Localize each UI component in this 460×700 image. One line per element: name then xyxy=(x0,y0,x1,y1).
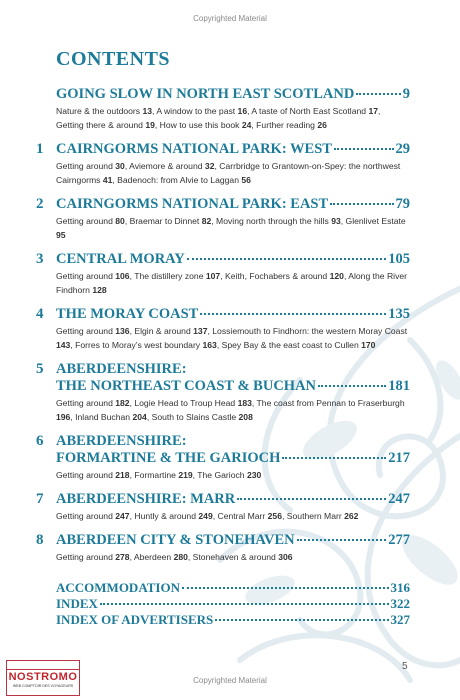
section-page: 13 xyxy=(142,106,153,116)
section-label: Getting around xyxy=(56,552,116,562)
section-label: , Elgin & around xyxy=(129,326,194,336)
logo-arch xyxy=(7,661,79,670)
copyright-notice-bottom: Copyrighted Material xyxy=(193,676,267,685)
chapter-sections xyxy=(56,550,410,564)
chapter-title: THE MORAY COAST xyxy=(56,306,199,322)
dot-leader xyxy=(334,148,394,150)
section-label: , A window to the past xyxy=(152,106,238,116)
section-label: , Keith, Fochabers & around xyxy=(220,271,330,281)
section-label: , Further reading xyxy=(251,120,318,130)
section-page: 128 xyxy=(92,285,107,295)
section-page: 183 xyxy=(237,398,252,408)
chapter-title-line xyxy=(56,532,410,549)
table-of-contents xyxy=(0,86,460,637)
section-label: , Aviemore & around xyxy=(124,161,205,171)
section-label: , The Garioch xyxy=(192,470,247,480)
chapter-title-line xyxy=(56,378,410,395)
back-matter-list xyxy=(0,580,460,628)
section-page: 17 xyxy=(368,106,379,116)
section-label: , Lossiemouth to Findhorn: the western Moray Coast xyxy=(207,326,408,336)
section-label: , Huntly & around xyxy=(129,511,199,521)
chapter-title: CAIRNGORMS NATIONAL PARK: EAST xyxy=(56,196,329,212)
back-matter-title: ACCOMMODATION xyxy=(56,580,180,595)
back-matter-page: 322 xyxy=(390,596,410,611)
dot-leader xyxy=(182,587,389,589)
section-page: 95 xyxy=(56,230,66,240)
section-page: 41 xyxy=(102,175,113,185)
section-page: 280 xyxy=(173,552,188,562)
section-page: 107 xyxy=(205,271,221,281)
section-page: 208 xyxy=(238,412,253,422)
section-label: , Badenoch: from Alvie to Laggan xyxy=(112,175,242,185)
dot-leader xyxy=(187,258,386,260)
section-label: Getting around xyxy=(56,470,116,480)
chapter-title: ABERDEEN CITY & STONEHAVEN xyxy=(56,532,295,548)
chapter-title-line xyxy=(56,306,410,323)
section-page: 218 xyxy=(115,470,130,480)
section-label: Nature & the outdoors xyxy=(56,106,143,116)
section-label: , Stonehaven & around xyxy=(187,552,279,562)
chapter-number: 4 xyxy=(36,306,44,322)
dot-leader xyxy=(282,457,386,459)
toc-entry[interactable] xyxy=(0,251,460,297)
section-page: 230 xyxy=(246,470,262,480)
chapter-page: 277 xyxy=(388,532,410,548)
section-page: 137 xyxy=(193,326,208,336)
chapter-title-line xyxy=(56,450,410,467)
dot-leader xyxy=(297,539,387,541)
section-page: 30 xyxy=(115,161,125,171)
chapter-sections xyxy=(56,269,410,297)
back-matter-entry[interactable] xyxy=(56,596,410,612)
section-label: , South to Slains Castle xyxy=(146,412,239,422)
dot-leader xyxy=(100,603,389,605)
back-matter-title: INDEX xyxy=(56,596,98,611)
chapter-page: 217 xyxy=(388,450,410,466)
chapter-number: 8 xyxy=(36,532,44,548)
section-label: , Central Marr xyxy=(212,511,268,521)
section-page: 163 xyxy=(202,340,217,350)
section-page: 26 xyxy=(317,120,327,130)
section-page: 143 xyxy=(56,340,71,350)
chapter-number: 5 xyxy=(36,361,44,377)
section-page: 196 xyxy=(56,412,71,422)
back-matter-page: 327 xyxy=(390,612,410,627)
toc-entry[interactable] xyxy=(0,141,460,187)
section-page: 80 xyxy=(115,216,125,226)
section-page: 106 xyxy=(115,271,130,281)
chapter-sections xyxy=(56,214,410,242)
chapter-title: CENTRAL MORAY xyxy=(56,251,185,267)
dot-leader xyxy=(237,498,386,500)
section-page: 19 xyxy=(145,120,155,130)
chapter-title-line xyxy=(56,196,410,213)
chapter-page: 135 xyxy=(388,306,410,322)
section-label: , Moving north through the hills xyxy=(211,216,332,226)
section-label: , Along the River Findhorn xyxy=(56,271,408,295)
section-page: 278 xyxy=(115,552,130,562)
chapter-sections xyxy=(56,509,410,523)
chapter-title-line xyxy=(56,86,410,103)
toc-entry[interactable] xyxy=(0,306,460,352)
section-label: Getting around xyxy=(56,398,116,408)
section-page: 170 xyxy=(361,340,376,350)
chapter-sections xyxy=(56,396,410,424)
section-label: Getting around xyxy=(56,271,116,281)
chapter-page: 9 xyxy=(402,86,410,102)
section-page: 24 xyxy=(241,120,252,130)
section-page: 306 xyxy=(278,552,293,562)
chapter-page: 79 xyxy=(395,196,410,212)
chapter-sections xyxy=(56,468,410,482)
back-matter-entry[interactable] xyxy=(56,612,410,628)
chapter-title: FORMARTINE & THE GARIOCH xyxy=(56,450,281,466)
logo-name: NOSTROMO xyxy=(8,671,78,683)
section-page: 120 xyxy=(329,271,344,281)
dot-leader xyxy=(200,313,386,315)
dot-leader xyxy=(330,203,393,205)
page-number: 5 xyxy=(402,661,408,672)
section-page: 32 xyxy=(204,161,215,171)
chapter-title-line xyxy=(56,491,410,508)
toc-entry[interactable] xyxy=(0,86,460,132)
section-label: , Forres to Moray’s west boundary xyxy=(70,340,203,350)
toc-entry[interactable] xyxy=(0,196,460,242)
section-page: 219 xyxy=(178,470,193,480)
chapter-title: ABERDEENSHIRE: MARR xyxy=(56,491,236,507)
dot-leader xyxy=(215,619,388,621)
section-label: , Formartine xyxy=(129,470,179,480)
chapter-number: 6 xyxy=(36,433,44,449)
section-label: , Getting there & around xyxy=(56,106,381,130)
dot-leader xyxy=(318,385,386,387)
chapter-number: 1 xyxy=(36,141,44,157)
chapter-title-line1: ABERDEENSHIRE: xyxy=(56,361,187,377)
section-page: 204 xyxy=(132,412,147,422)
section-label: Getting around xyxy=(56,511,116,521)
chapter-title: CAIRNGORMS NATIONAL PARK: WEST xyxy=(56,141,332,157)
section-label: , Logie Head to Troup Head xyxy=(129,398,238,408)
dot-leader xyxy=(356,93,400,95)
section-label: Getting around xyxy=(56,326,116,336)
toc-entry[interactable] xyxy=(0,433,460,482)
chapter-title-line xyxy=(56,141,410,158)
chapter-sections xyxy=(56,324,410,352)
section-label: , Inland Buchan xyxy=(70,412,133,422)
toc-entry[interactable] xyxy=(0,361,460,424)
chapter-title: THE NORTHEAST COAST & BUCHAN xyxy=(56,378,317,394)
chapter-number: 7 xyxy=(36,491,44,507)
section-label: Getting around xyxy=(56,216,116,226)
toc-entry[interactable] xyxy=(0,491,460,523)
chapter-page: 181 xyxy=(388,378,410,394)
chapter-page: 247 xyxy=(388,491,410,507)
page-title: CONTENTS xyxy=(56,48,171,70)
section-page: 262 xyxy=(344,511,359,521)
section-label: , How to use this book xyxy=(154,120,242,130)
chapter-number: 2 xyxy=(36,196,44,212)
section-page: 56 xyxy=(241,175,251,185)
section-page: 136 xyxy=(115,326,130,336)
chapter-page: 105 xyxy=(388,251,410,267)
chapter-number: 3 xyxy=(36,251,44,267)
section-page: 93 xyxy=(331,216,341,226)
chapter-title: GOING SLOW IN NORTH EAST SCOTLAND xyxy=(56,86,355,102)
section-label: Getting around xyxy=(56,161,116,171)
chapter-title-line xyxy=(56,251,410,268)
section-label: , Spey Bay & the east coast to Cullen xyxy=(216,340,362,350)
section-label: , The coast from Pennan to Fraserburgh xyxy=(251,398,405,408)
section-label: , Carrbridge to Grantown-on-Spey: the northwest Cairngorms xyxy=(56,161,401,185)
section-label: , The distillery zone xyxy=(129,271,206,281)
chapter-sections xyxy=(56,104,410,132)
section-label: , Glenlivet Estate xyxy=(340,216,406,226)
section-page: 182 xyxy=(115,398,130,408)
chapter-sections xyxy=(56,159,410,187)
section-page: 82 xyxy=(201,216,212,226)
logo-subtitle: WEB COMPTOIR DES VOYAGEURS xyxy=(12,684,74,688)
section-label: , Braemar to Dinnet xyxy=(124,216,202,226)
chapter-title-line1: ABERDEENSHIRE: xyxy=(56,433,187,449)
section-page: 16 xyxy=(237,106,248,116)
back-matter-page: 316 xyxy=(390,580,410,595)
section-label: , Aberdeen xyxy=(129,552,174,562)
chapter-page: 29 xyxy=(395,141,410,157)
section-page: 247 xyxy=(115,511,130,521)
section-page: 249 xyxy=(198,511,213,521)
back-matter-title: INDEX OF ADVERTISERS xyxy=(56,612,214,627)
copyright-notice-top: Copyrighted Material xyxy=(193,14,267,23)
section-page: 256 xyxy=(267,511,282,521)
toc-entry[interactable] xyxy=(0,532,460,564)
section-label: , A taste of North East Scotland xyxy=(247,106,369,116)
back-matter-entry[interactable] xyxy=(56,580,410,596)
section-label: , Southern Marr xyxy=(282,511,345,521)
